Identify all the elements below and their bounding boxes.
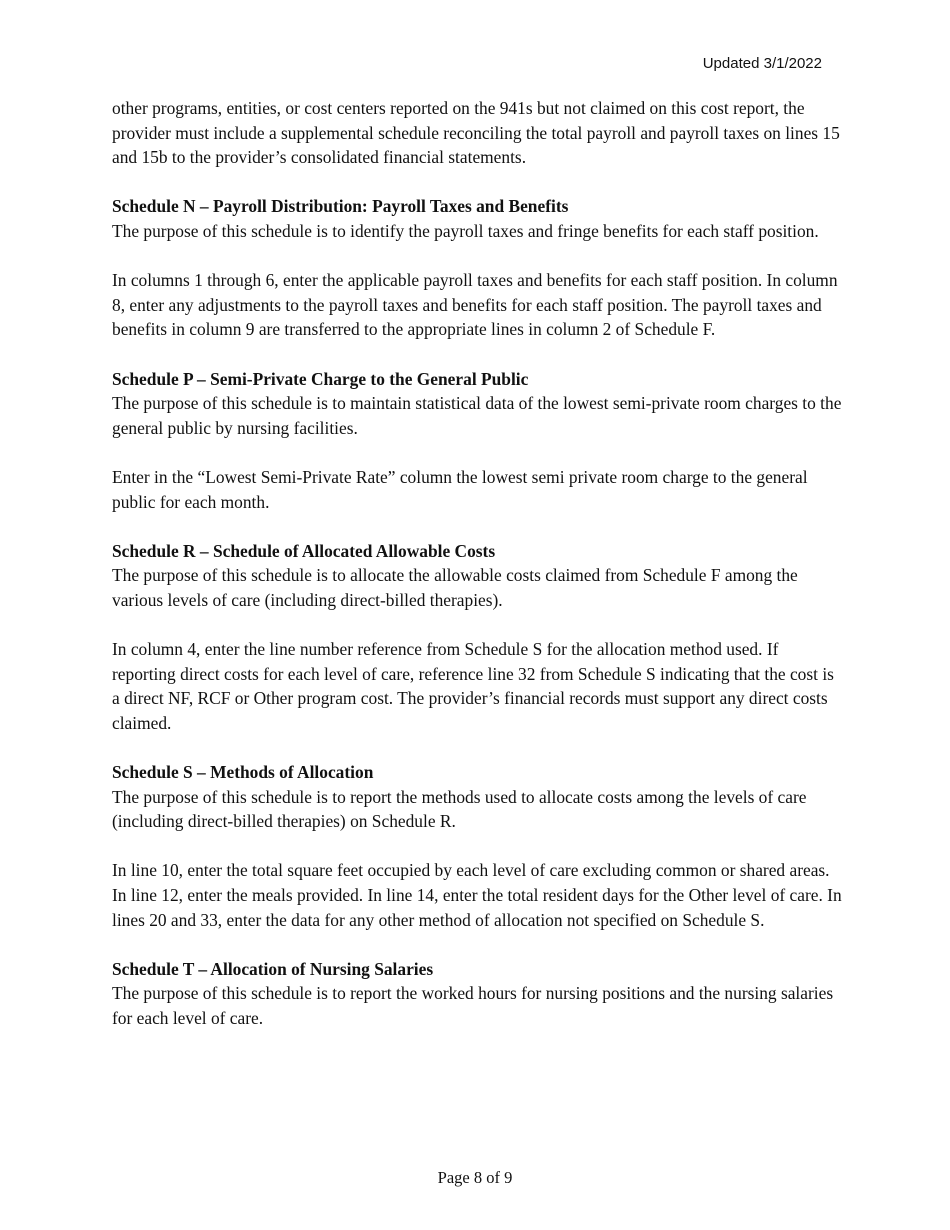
schedule-n-title: Schedule N – Payroll Distribution: Payroll Taxes and Benefits bbox=[112, 196, 569, 217]
schedule-r-instructions: In column 4, enter the line number reference from Schedule S for the allocation method used. If reporting direct costs for each level of care, reference line 32 from Schedule S indicating that the cost is a direct NF, RCF or Other program cost. The provider’s financial records must support any direct costs claimed. bbox=[112, 639, 834, 733]
schedule-s-instructions: In line 10, enter the total square feet occupied by each level of care excluding common or shared areas. In line 12, enter the meals provided. In line 14, enter the total resident days for the Other level of care. In lines 20 and 33, enter the data for any other method of allocation not specified on Schedule S. bbox=[112, 860, 842, 930]
schedule-p-purpose: The purpose of this schedule is to maintain statistical data of the lowest semi-private room charges to the general public by nursing facilities. bbox=[112, 393, 842, 438]
page-number: Page 8 of 9 bbox=[437, 1168, 513, 1187]
page-header-updated: Updated 3/1/2022 bbox=[702, 55, 822, 72]
intro-paragraph: other programs, entities, or cost centers reported on the 941s but not claimed on this cost report, the provider must include a supplemental schedule reconciling the total payroll and payroll taxes on lines 15 and 15b to the provider’s consolidated financial statements. bbox=[112, 98, 840, 168]
schedule-r-title: Schedule R – Schedule of Allocated Allowable Costs bbox=[112, 540, 496, 561]
schedule-n-purpose: The purpose of this schedule is to identify the payroll taxes and fringe benefits for each staff position. bbox=[112, 220, 819, 241]
schedule-s-purpose: The purpose of this schedule is to report the methods used to allocate costs among the levels of care (including direct-billed therapies) on Schedule R. bbox=[112, 786, 807, 832]
schedule-n-instructions: In columns 1 through 6, enter the applicable payroll taxes and benefits for each staff position. In column 8, enter any adjustments to the payroll taxes and benefits for each staff position. The payroll taxes and benefits in column 9 are transferred to the appropriate lines in column 2 of Schedule F. bbox=[112, 270, 838, 340]
document-body bbox=[112, 96, 842, 1031]
schedule-s-title: Schedule S – Methods of Allocation bbox=[112, 762, 374, 783]
schedule-p-instructions: Enter in the “Lowest Semi-Private Rate” column the lowest semi private room charge to the general public for each month. bbox=[112, 466, 808, 512]
schedule-r-purpose: The purpose of this schedule is to allocate the allowable costs claimed from Schedule F among the various levels of care (including direct-billed therapies). bbox=[112, 565, 798, 610]
schedule-t-purpose: The purpose of this schedule is to report the worked hours for nursing positions and the nursing salaries for each level of care. bbox=[112, 983, 834, 1028]
schedule-t-title: Schedule T – Allocation of Nursing Salaries bbox=[112, 958, 434, 979]
schedule-p-title: Schedule P – Semi-Private Charge to the General Public bbox=[112, 368, 529, 389]
